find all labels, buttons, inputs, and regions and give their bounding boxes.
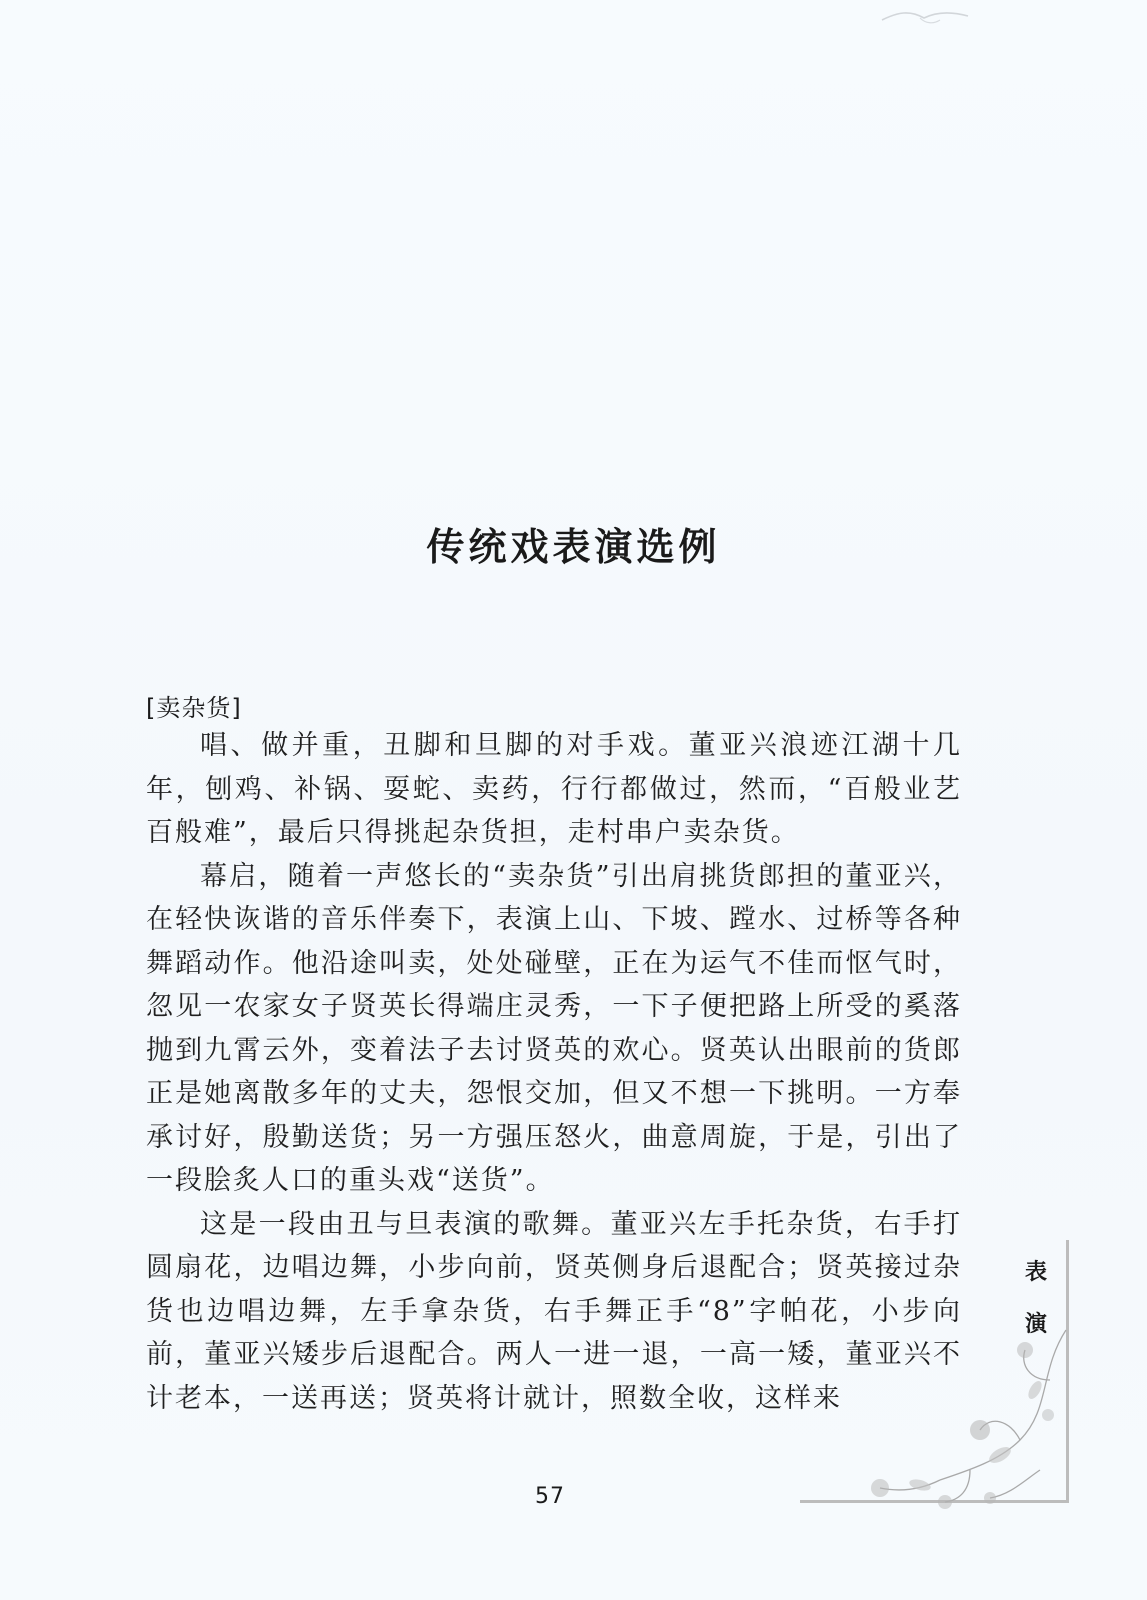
section-heading: [卖杂货] <box>146 694 242 722</box>
paragraph: 幕启，随着一声悠长的“卖杂货”引出肩挑货郎担的董亚兴，在轻快诙谐的音乐伴奏下，表演上山、下坡、蹚水、过桥等各种舞蹈动作。他沿途叫卖，处处碰壁，正在为运气不佳而怄气时，忽见一农家女子贤英长得端庄灵秀，一下子便把路上所受的奚落抛到九霄云外，变着法子去讨贤英的欢心。贤英认出眼前的货郎正是她离散多年的丈夫，怨恨交加，但又不想一下挑明。一方奉承讨好，殷勤送货；另一方强压怒火，曲意周旋，于是，引出了一段脍炙人口的重头戏“送货”。 <box>146 860 962 1196</box>
side-label-char: 演 <box>1024 1311 1047 1337</box>
paragraph: 唱、做并重，丑脚和旦脚的对手戏。董亚兴浪迹江湖十几年，刨鸡、补锅、耍蛇、卖药，行行都做过，然而，“百般业艺百般难”，最后只得挑起杂货担，走村串户卖杂货。 <box>146 730 962 848</box>
bird-ornament-icon <box>880 6 970 28</box>
side-label-char: 表 <box>1024 1259 1047 1285</box>
page-title: 传统戏表演选例 <box>426 525 721 569</box>
page-number: 57 <box>535 1484 565 1509</box>
paragraph: 这是一段由丑与旦表演的歌舞。董亚兴左手托杂货，右手打圆扇花，边唱边舞，小步向前，贤英侧身后退配合；贤英接过杂货也边唱边舞，左手拿杂货，右手舞正手“8”字帕花，小步向前，董亚兴矮步后退配合。两人一进一退，一高一矮，董亚兴不计老本，一送再送；贤英将计就计，照数全收，这样来 <box>146 1208 962 1414</box>
body-text <box>146 724 962 1420</box>
